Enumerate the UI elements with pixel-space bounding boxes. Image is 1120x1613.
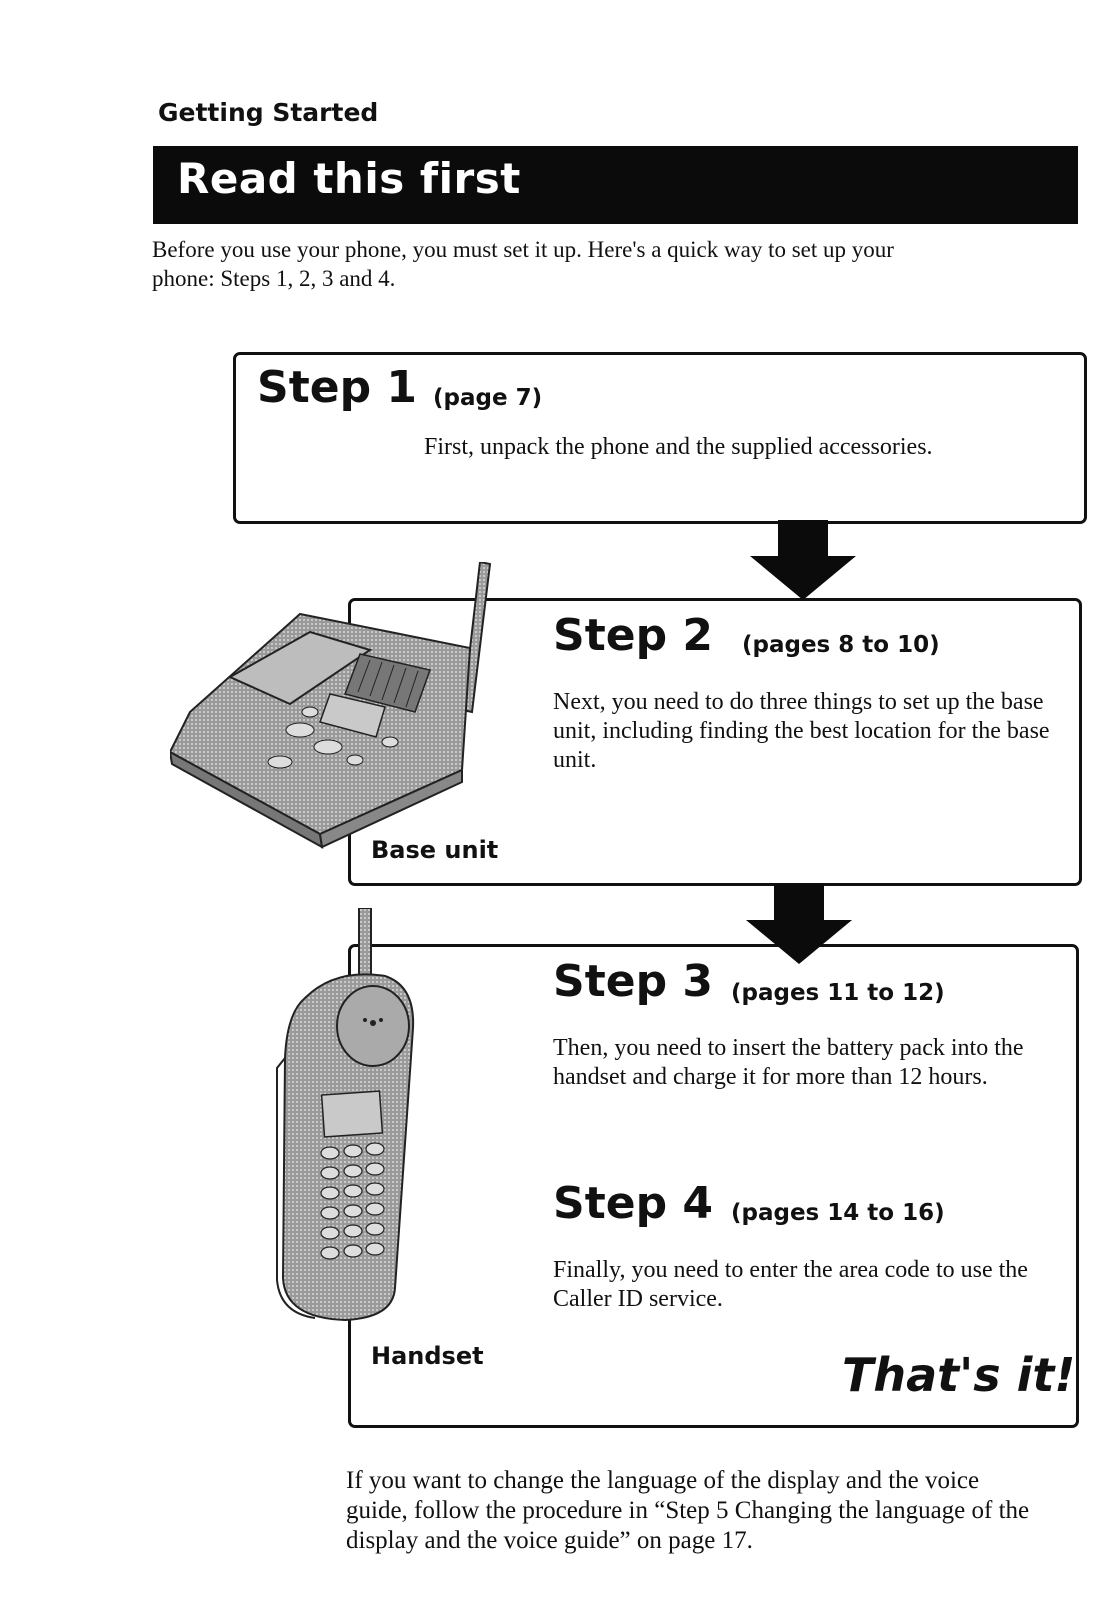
step-1-description: First, unpack the phone and the supplied accessories.	[424, 434, 933, 460]
step-4-pages: (pages 14 to 16)	[731, 1200, 945, 1226]
section-label: Getting Started	[158, 98, 379, 127]
page-title: Read this first	[177, 154, 521, 203]
step-2-description: Next, you need to do three things to set up the base unit, including finding the best location for the base unit.	[553, 689, 1050, 773]
handset-illustration	[275, 908, 425, 1328]
footer-note: If you want to change the language of the display and the voice guide, follow the procedure in “Step 5 Changing the language of the display and the voice guide” on page 17.	[346, 1467, 1030, 1554]
intro-text: Before you use your phone, you must set it up. Here's a quick way to set up your phone: Steps 1, 2, 3 and 4.	[152, 237, 894, 291]
step-1-heading: Step 1	[257, 362, 417, 413]
step-3-heading: Step 3	[553, 956, 713, 1007]
step-2-heading: Step 2	[553, 610, 713, 661]
step-4-description: Finally, you need to enter the area code to use the Caller ID service.	[553, 1257, 1028, 1312]
base-unit-label: Base unit	[371, 836, 499, 864]
down-arrow-icon	[744, 884, 854, 966]
title-bar	[153, 146, 1078, 224]
step-3-pages: (pages 11 to 12)	[731, 980, 945, 1006]
step-1-pages: (page 7)	[433, 385, 543, 411]
step-4-heading: Step 4	[553, 1178, 713, 1229]
down-arrow-icon	[748, 520, 858, 602]
step-2-pages: (pages 8 to 10)	[742, 632, 940, 658]
closing-text: That's it!	[842, 1348, 1076, 1402]
base-unit-illustration	[170, 562, 500, 852]
step-3-description: Then, you need to insert the battery pack into the handset and charge it for more than 12 hours.	[553, 1035, 1024, 1090]
handset-label: Handset	[371, 1342, 484, 1370]
